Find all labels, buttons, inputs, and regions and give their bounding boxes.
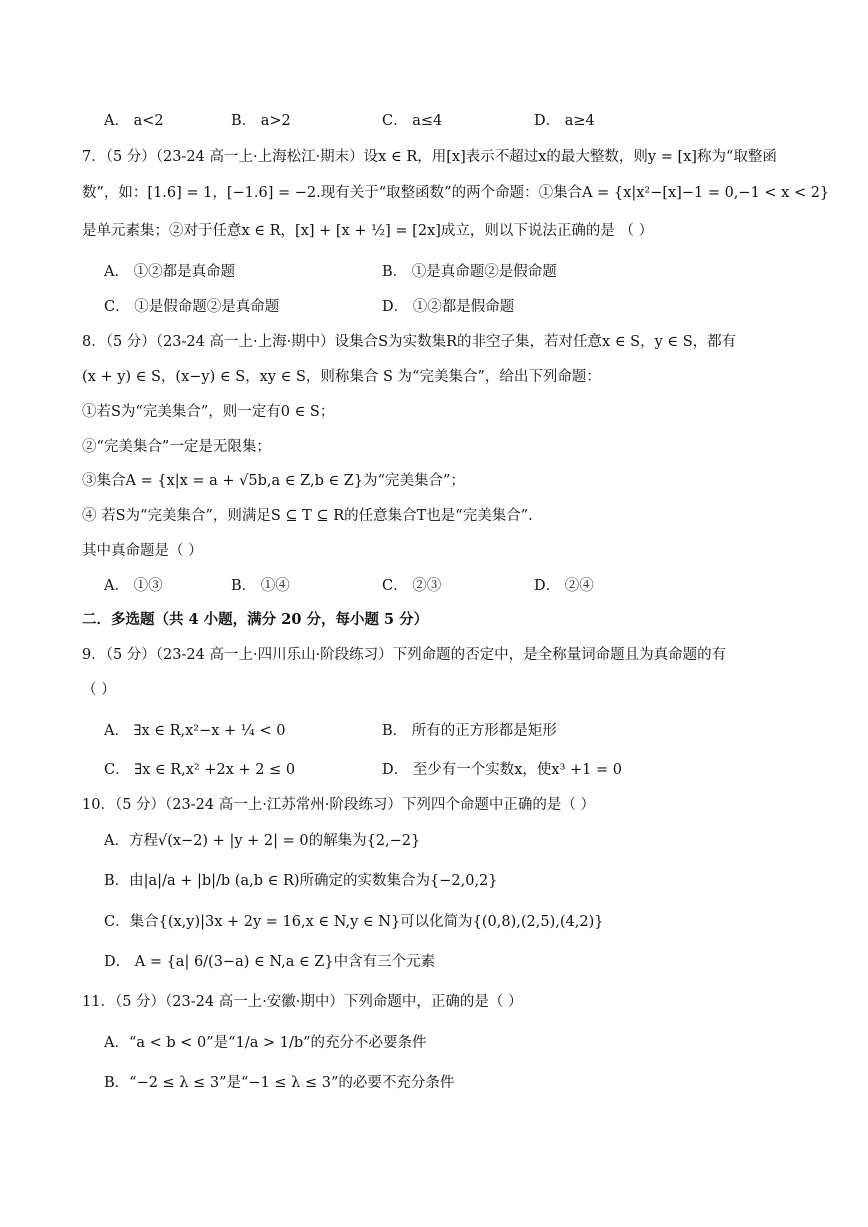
q10-option-b: B．由|a|/a + |b|/b (a,b ∈ R)所确定的实数集合为{−2,0,2} <box>104 873 498 889</box>
q7-stem-line3: 是单元素集；②对于任意x ∈ R，[x] + [x + ½] = [2x]成立，则以下说法正确的是 （ ） <box>82 223 654 239</box>
q8-statement-3: ③集合A = {x|x = a + √5b,a ∈ Z,b ∈ Z}为“完美集合”； <box>82 473 465 489</box>
q6-option-d: D． a≥4 <box>534 113 595 129</box>
q8-stem-line1: 8．（5 分）（23-24 高一上·上海·期中）设集合S为实数集R的非空子集，若对任意x ∈ S，y ∈ S，都有 <box>82 334 737 350</box>
q7-stem-line1: 7．（5 分）（23-24 高一上·上海松江·期末）设x ∈ R，用[x]表示不超过x的最大整数，则y = [x]称为“取整函 <box>82 149 777 165</box>
q9-stem-line1: 9．（5 分）（23-24 高一上·四川乐山·阶段练习）下列命题的否定中，是全称量词命题且为真命题的有 <box>82 647 727 663</box>
q6-option-c: C． a≤4 <box>382 113 443 129</box>
q8-option-a: A． ①③ <box>104 578 163 594</box>
q8-option-d: D． ②④ <box>534 578 594 594</box>
q7-option-a: A． ①②都是真命题 <box>104 264 236 280</box>
q11-stem: 11．（5 分）（23-24 高一上·安徽·期中）下列命题中，正确的是（ ） <box>82 994 523 1010</box>
q9-option-a: A． ∃x ∈ R,x²−x + ¼ < 0 <box>104 723 286 739</box>
q10-option-a: A．方程√(x−2) + |y + 2| = 0的解集为{2,−2} <box>104 833 421 849</box>
q9-option-c: C． ∃x ∈ R,x² +2x + 2 ≤ 0 <box>104 762 296 778</box>
q8-prompt: 其中真命题是（ ） <box>82 543 203 559</box>
q6-option-b: B． a>2 <box>231 113 291 129</box>
q10-option-c: C．集合{(x,y)|3x + 2y = 16,x ∈ N,y ∈ N}可以化简为{(0,8),(2,5),(4,2)} <box>104 914 604 930</box>
q8-statement-2: ②“完美集合”一定是无限集； <box>82 439 271 455</box>
q9-option-d: D． 至少有一个实数x，使x³ +1 = 0 <box>382 762 622 778</box>
q11-option-a: A．“a < b < 0”是“1/a > 1/b”的充分不必要条件 <box>104 1035 427 1051</box>
q10-stem: 10．（5 分）（23-24 高一上·江苏常州·阶段练习）下列四个命题中正确的是（ ） <box>82 797 596 813</box>
q9-stem-line2: （ ） <box>82 682 116 698</box>
q8-option-c: C． ②③ <box>382 578 442 594</box>
q8-statement-4: ④ 若S为“完美集合”，则满足S ⊆ T ⊆ R的任意集合T也是“完美集合”. <box>82 508 533 524</box>
q7-stem-line2: 数”，如：[1.6] = 1，[−1.6] = −2.现有关于“取整函数”的两个命题：①集合A = {x|x²−[x]−1 = 0,−1 < x < 2} <box>82 185 830 201</box>
q8-option-b: B． ①④ <box>231 578 290 594</box>
q7-option-d: D． ①②都是假命题 <box>382 299 515 315</box>
section-heading-multiple-choice: 二．多选题（共 4 小题，满分 20 分，每小题 5 分） <box>82 611 429 628</box>
q7-option-b: B． ①是真命题②是假命题 <box>382 264 557 280</box>
q11-option-b: B．“−2 ≤ λ ≤ 3”是“−1 ≤ λ ≤ 3”的必要不充分条件 <box>104 1075 455 1091</box>
q8-stem-line2: (x + y) ∈ S，(x−y) ∈ S，xy ∈ S，则称集合 S 为“完美集合”，给出下列命题： <box>82 369 601 385</box>
q9-option-b: B． 所有的正方形都是矩形 <box>382 723 557 739</box>
q8-statement-1: ①若S为“完美集合”，则一定有0 ∈ S； <box>82 404 335 420</box>
q10-option-d: D． A = {a| 6/(3−a) ∈ N,a ∈ Z}中含有三个元素 <box>104 954 436 970</box>
q6-option-a: A． a<2 <box>104 113 164 129</box>
q7-option-c: C． ①是假命题②是真命题 <box>104 299 280 315</box>
